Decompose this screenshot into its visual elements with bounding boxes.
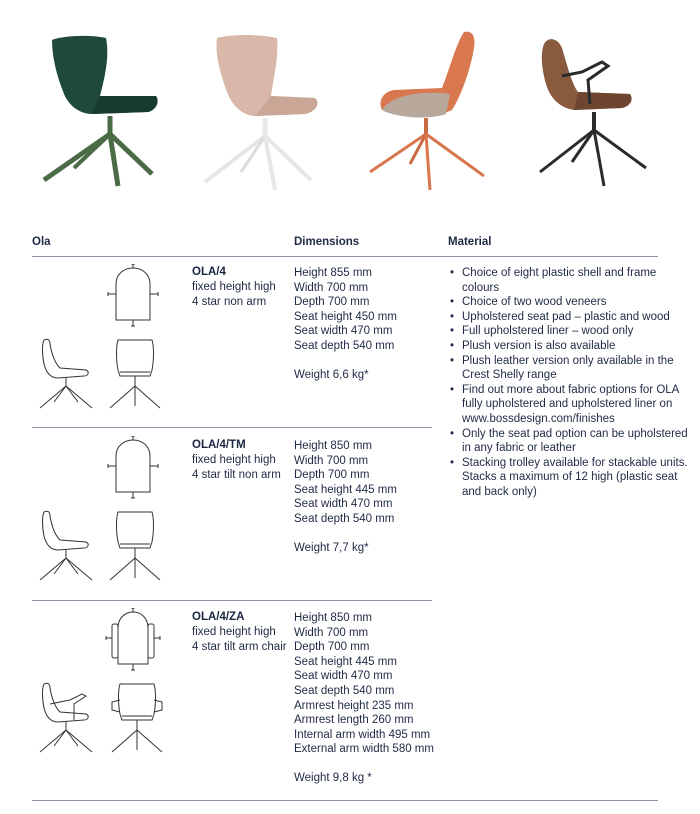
side-view-drawing-3 — [36, 680, 96, 756]
bullet-icon: • — [450, 354, 455, 367]
weight-value: Weight 7,7 kg* — [294, 541, 369, 554]
dimension-line: Seat width 470 mm — [294, 670, 393, 683]
bottom-divider — [32, 800, 658, 801]
material-text: Choice of eight plastic shell and frame colours — [462, 267, 657, 294]
chair-photo-brown-arm — [518, 18, 678, 203]
material-text: Plush leather version only available in the Crest Shelly range — [462, 354, 674, 382]
material-text: Upholstered seat pad – plastic and wood — [462, 310, 670, 323]
material-text: Only the seat pad option can be upholstered in any fabric or leather — [462, 427, 688, 455]
bullet-icon: • — [450, 383, 455, 396]
dimension-line: Depth 700 mm — [294, 641, 370, 654]
material-item — [448, 295, 692, 310]
top-view-drawing-3 — [104, 608, 162, 672]
dimension-line: Depth 700 mm — [294, 469, 370, 482]
row-divider — [32, 600, 432, 601]
dimension-line: Seat width 470 mm — [294, 325, 393, 338]
dimension-line: Seat depth 540 mm — [294, 339, 395, 352]
row-divider — [32, 427, 432, 428]
material-item — [448, 266, 692, 295]
dimension-line: Seat height 445 mm — [294, 655, 397, 668]
model-desc-line: fixed height high — [192, 454, 276, 466]
side-view-drawing-2 — [36, 508, 96, 584]
dimension-line: External arm width 580 mm — [294, 743, 434, 756]
front-view-drawing-3 — [106, 680, 168, 756]
material-item — [448, 383, 692, 427]
model-desc-line: fixed height high — [192, 626, 276, 638]
product-photos — [0, 0, 700, 215]
header-product: Ola — [32, 236, 51, 248]
material-text: Find out more about fabric options for OLA fully upholstered and upholstered liner on www.bossdesign.com/finishes — [462, 383, 679, 425]
side-view-drawing-1 — [36, 336, 96, 412]
material-item — [448, 339, 692, 354]
weight-value: Weight 6,6 kg* — [294, 368, 369, 381]
model-code: OLA/4/ZA — [192, 611, 245, 623]
bullet-icon: • — [450, 456, 455, 469]
dimension-line: Height 850 mm — [294, 440, 372, 452]
front-view-drawing-1 — [106, 336, 164, 412]
dimension-line: Internal arm width 495 mm — [294, 728, 431, 741]
header-divider — [32, 256, 658, 257]
bullet-icon: • — [450, 339, 455, 352]
dimension-line: Width 700 mm — [294, 281, 369, 294]
chair-photo-orange — [360, 18, 520, 203]
dimensions-ola-4-tm — [294, 439, 444, 556]
model-desc-line: 4 star non arm — [192, 296, 267, 308]
dimension-line: Depth 700 mm — [294, 296, 370, 309]
model-ola-4-za — [192, 610, 292, 655]
table-header — [0, 236, 700, 254]
front-view-drawing-2 — [106, 508, 164, 584]
dimensions-ola-4-za — [294, 611, 444, 786]
dimension-line: Seat height 445 mm — [294, 483, 397, 496]
model-ola-4-tm — [192, 438, 292, 483]
dimension-line: Seat depth 540 mm — [294, 684, 395, 697]
material-text: Full upholstered liner – wood only — [462, 325, 634, 338]
header-dimensions: Dimensions — [294, 236, 360, 248]
material-item — [448, 324, 692, 339]
model-desc-line: fixed height high — [192, 281, 276, 293]
dimension-line: Height 850 mm — [294, 612, 372, 624]
dimension-line: Armrest length 260 mm — [294, 714, 414, 727]
model-desc-line: 4 star tilt arm chair — [192, 641, 287, 653]
material-text: Plush version is also available — [462, 339, 616, 352]
chair-photo-green — [30, 18, 190, 203]
top-view-drawing-2 — [104, 436, 162, 500]
dimension-line: Seat height 450 mm — [294, 310, 397, 323]
bullet-icon: • — [450, 267, 455, 279]
dimension-line: Width 700 mm — [294, 454, 369, 467]
material-text: Stacking trolley available for stackable units. Stacks a maximum of 12 high (plastic seat and back only) — [462, 456, 688, 498]
bullet-icon: • — [450, 310, 455, 323]
dimension-line: Height 855 mm — [294, 267, 372, 279]
header-material: Material — [448, 236, 492, 248]
material-list — [448, 266, 692, 500]
model-code: OLA/4/TM — [192, 439, 246, 451]
dimensions-ola-4 — [294, 266, 444, 383]
dimension-line: Seat width 470 mm — [294, 498, 393, 511]
dimension-line: Width 700 mm — [294, 626, 369, 639]
material-item — [448, 456, 692, 500]
bullet-icon: • — [450, 296, 455, 309]
material-text: Choice of two wood veneers — [462, 296, 607, 309]
material-item — [448, 354, 692, 383]
weight-value: Weight 9,8 kg * — [294, 771, 372, 784]
material-item — [448, 310, 692, 325]
model-ola-4 — [192, 265, 292, 310]
material-item — [448, 427, 692, 456]
chair-photo-pink — [195, 18, 355, 203]
dimension-line: Armrest height 235 mm — [294, 699, 414, 712]
model-desc-line: 4 star tilt non arm — [192, 469, 281, 481]
top-view-drawing-1 — [104, 264, 162, 328]
bullet-icon: • — [450, 427, 455, 440]
model-code: OLA/4 — [192, 266, 226, 278]
dimension-line: Seat depth 540 mm — [294, 512, 395, 525]
bullet-icon: • — [450, 325, 455, 338]
